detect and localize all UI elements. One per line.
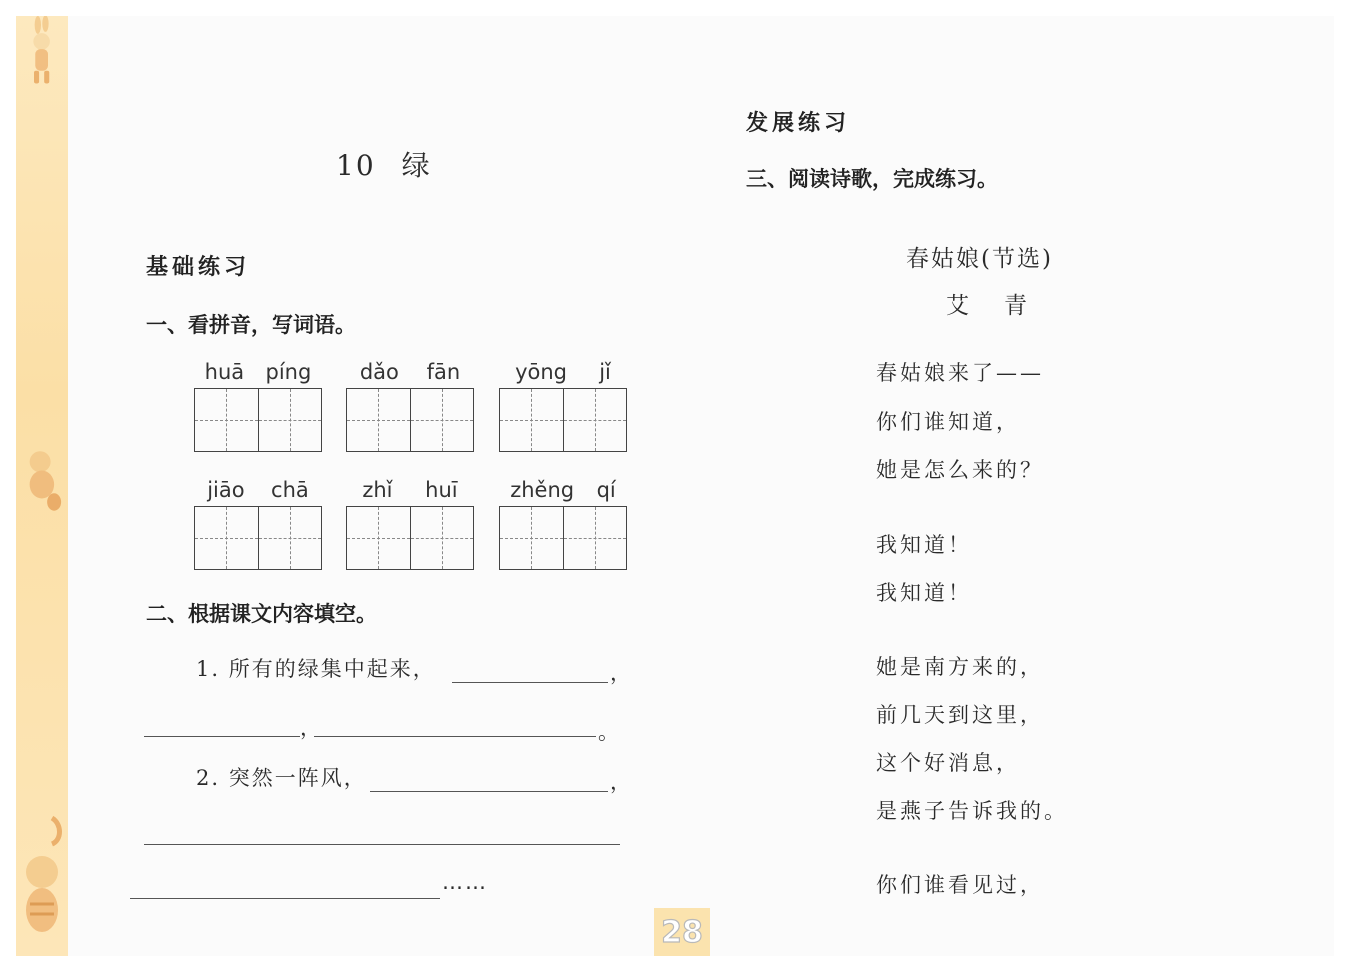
decorative-side-strip: [16, 16, 68, 956]
pinyin-syllable: yōng: [515, 360, 568, 384]
answer-blank[interactable]: [144, 844, 620, 845]
writing-grid-2[interactable]: [346, 388, 474, 452]
fill-item-2-text: 2. 突然一阵风，: [196, 766, 367, 790]
pinyin-syllable: jiāo: [207, 478, 245, 502]
pinyin-word-5: [346, 478, 474, 502]
poem-line: 她是怎么来的？: [876, 458, 1044, 482]
pinyin-syllable: qí: [596, 478, 616, 502]
lesson-title: [336, 144, 432, 184]
poem-line: 我知道！: [876, 533, 972, 557]
poem-line: 你们谁知道，: [876, 410, 1020, 434]
pinyin-word-4: [194, 478, 322, 502]
question-1-label: 一、看拼音，写词语。: [146, 313, 356, 337]
pinyin-syllable: píng: [265, 360, 312, 384]
poem-line: 你们谁看见过，: [876, 873, 1044, 897]
answer-blank[interactable]: [452, 682, 608, 683]
period: 。: [598, 720, 621, 744]
writing-grid-1[interactable]: [194, 388, 322, 452]
tiger-illustration-icon: [18, 814, 64, 944]
writing-grid-6[interactable]: [499, 506, 627, 570]
squirrel-illustration-icon: [18, 446, 64, 516]
pinyin-syllable: zhěng: [510, 478, 575, 502]
pinyin-word-1: [194, 360, 322, 384]
ellipsis: ……: [442, 870, 488, 894]
pinyin-word-6: [499, 478, 627, 502]
answer-blank[interactable]: [144, 736, 300, 737]
poem-line: 这个好消息，: [876, 751, 1020, 775]
pinyin-syllable: jǐ: [599, 360, 611, 384]
pinyin-syllable: fān: [426, 360, 461, 384]
question-2-label: 二、根据课文内容填空。: [146, 602, 377, 626]
writing-grid-3[interactable]: [499, 388, 627, 452]
answer-blank[interactable]: [130, 898, 440, 899]
basic-practice-heading: 基础练习: [146, 255, 251, 280]
comma: ，: [300, 716, 323, 740]
pinyin-word-2: [346, 360, 474, 384]
pinyin-syllable: huā: [204, 360, 245, 384]
answer-blank[interactable]: [370, 791, 608, 792]
poem-line: 我知道！: [876, 581, 972, 605]
pinyin-word-3: [499, 360, 627, 384]
pinyin-syllable: dǎo: [359, 360, 399, 384]
pinyin-syllable: huī: [425, 478, 458, 502]
poem-author: 艾 青: [946, 293, 1033, 319]
answer-blank[interactable]: [314, 736, 596, 737]
lesson-name: 绿: [401, 149, 432, 182]
poem-title: 春姑娘(节选): [906, 246, 1053, 272]
comma: ，: [610, 770, 633, 794]
page-number: 28: [654, 908, 710, 956]
poem-line: 是燕子告诉我的。: [876, 799, 1068, 823]
writing-grid-4[interactable]: [194, 506, 322, 570]
poem-line: 春姑娘来了——: [876, 361, 1044, 385]
poem-line: 她是南方来的，: [876, 655, 1044, 679]
rabbit-illustration-icon: [18, 16, 64, 86]
pinyin-syllable: chā: [271, 478, 309, 502]
comma: ，: [610, 661, 633, 685]
lesson-number: 10: [336, 149, 376, 182]
poem-line: 前几天到这里，: [876, 703, 1044, 727]
question-3-label: 三、阅读诗歌，完成练习。: [746, 167, 998, 191]
fill-item-1-text: 1. 所有的绿集中起来，: [196, 657, 436, 681]
writing-grid-5[interactable]: [346, 506, 474, 570]
advanced-practice-heading: 发展练习: [746, 111, 851, 136]
pinyin-syllable: zhǐ: [362, 478, 393, 502]
